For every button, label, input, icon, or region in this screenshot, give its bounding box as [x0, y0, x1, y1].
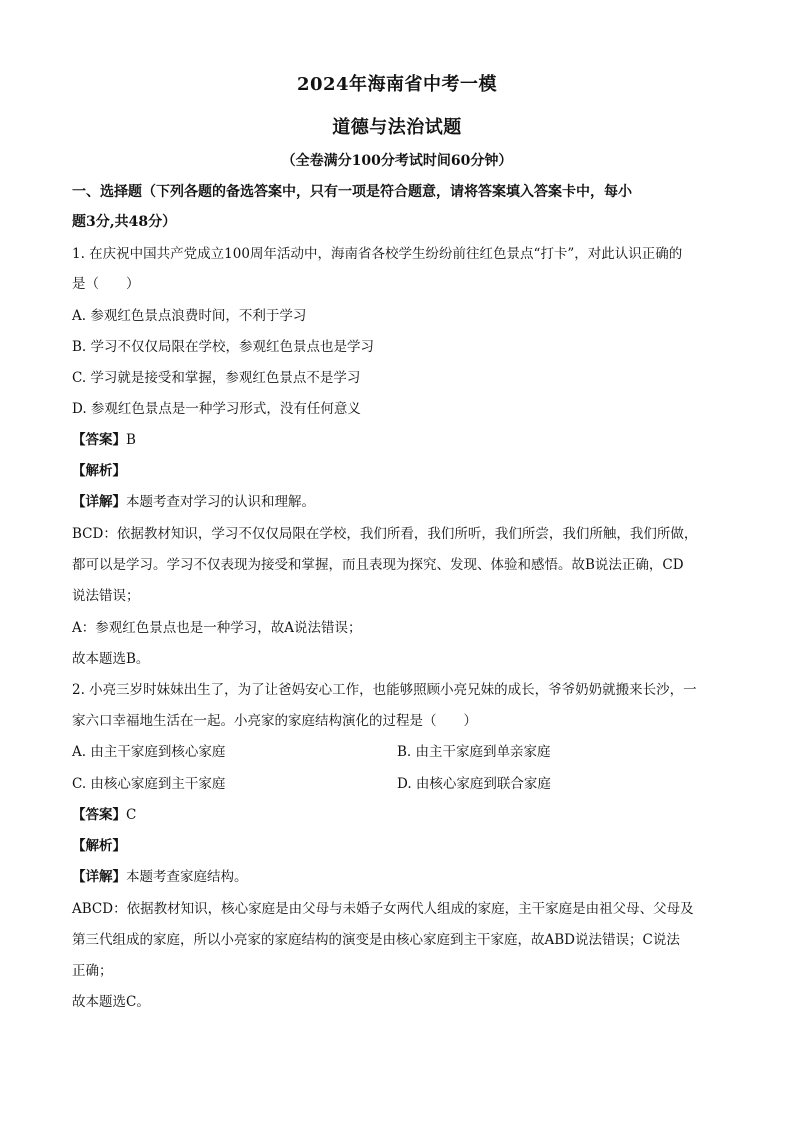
q1-explanation-line1: BCD：依据教材知识，学习不仅仅局限在学校，我们所看，我们所听，我们所尝，我们所触，我们所做， — [72, 526, 698, 542]
section-instruction-line1: 一、选择题（下列各题的备选答案中，只有一项是符合题意，请将答案填入答案卡中，每小 — [72, 184, 632, 200]
q2-answer — [72, 805, 722, 825]
q1-answer — [72, 430, 722, 450]
q2-stem-line1: 2. 小亮三岁时妹妹出生了，为了让爸妈安心工作，也能够照顾小亮兄妹的成长，爷爷奶奶就搬来长沙，一 — [72, 682, 697, 698]
exam-title: 2024年海南省中考一模 — [296, 74, 498, 95]
exam-note: （全卷满分100分考试时间60分钟） — [281, 153, 513, 169]
answer-value: C — [126, 807, 137, 823]
detail-tag: 【详解】 — [72, 869, 126, 885]
q2-explanation-line1: ABCD：依据教材知识，核心家庭是由父母与未婚子女两代人组成的家庭，主干家庭是由祖父母、父母及 — [72, 901, 694, 917]
analysis-tag: 【解析】 — [72, 838, 126, 854]
detail-tag: 【详解】 — [72, 494, 126, 510]
detail-text: 本题考查家庭结构。 — [126, 869, 248, 885]
q2-conclusion: 故本题选C。 — [72, 994, 150, 1010]
q2-explanation-line3: 正确； — [72, 963, 113, 979]
q1-option-a: A. 参观红色景点浪费时间，不利于学习 — [72, 308, 307, 324]
q2-option-c: C. 由核心家庭到主干家庭 — [72, 776, 226, 792]
detail-text: 本题考查对学习的认识和理解。 — [126, 494, 315, 510]
q2-analysis-tag — [72, 836, 722, 856]
q2-option-a: A. 由主干家庭到核心家庭 — [72, 744, 226, 760]
analysis-tag: 【解析】 — [72, 463, 126, 479]
answer-tag: 【答案】 — [72, 432, 126, 448]
q1-option-b: B. 学习不仅仅局限在学校，参观红色景点也是学习 — [72, 339, 375, 355]
q1-option-d: D. 参观红色景点是一种学习形式，没有任何意义 — [72, 401, 361, 417]
q1-analysis-tag — [72, 461, 722, 481]
subject-title: 道德与法治试题 — [332, 117, 462, 138]
q1-explanation-line4: A：参观红色景点也是一种学习，故A说法错误； — [72, 620, 362, 636]
q1-stem-line1: 1. 在庆祝中国共产党成立100周年活动中，海南省各校学生纷纷前往红色景点“打卡”，对此认识正确的 — [72, 246, 683, 262]
q2-detail — [72, 867, 722, 887]
q2-option-d: D. 由核心家庭到联合家庭 — [397, 776, 551, 792]
answer-tag: 【答案】 — [72, 807, 126, 823]
section-instruction-line2: 题3分,共48分） — [72, 214, 177, 230]
q1-conclusion: 故本题选B。 — [72, 651, 150, 667]
q1-option-c: C. 学习就是接受和掌握，参观红色景点不是学习 — [72, 370, 361, 386]
q1-explanation-line3: 说法错误； — [72, 588, 140, 604]
q1-detail — [72, 492, 722, 512]
q2-option-b: B. 由主干家庭到单亲家庭 — [397, 744, 551, 760]
q2-explanation-line2: 第三代组成的家庭，所以小亮家的家庭结构的演变是由核心家庭到主干家庭，故ABD说法错误；C说法 — [72, 932, 680, 948]
answer-value: B — [126, 432, 136, 448]
q1-explanation-line2: 都可以是学习。学习不仅表现为接受和掌握，而且表现为探究、发现、体验和感悟。故B说法正确，CD — [72, 557, 684, 573]
q1-stem-line2: 是（ ） — [72, 276, 140, 292]
q2-stem-line2: 家六口幸福地生活在一起。小亮家的家庭结构演化的过程是（ ） — [72, 713, 477, 729]
